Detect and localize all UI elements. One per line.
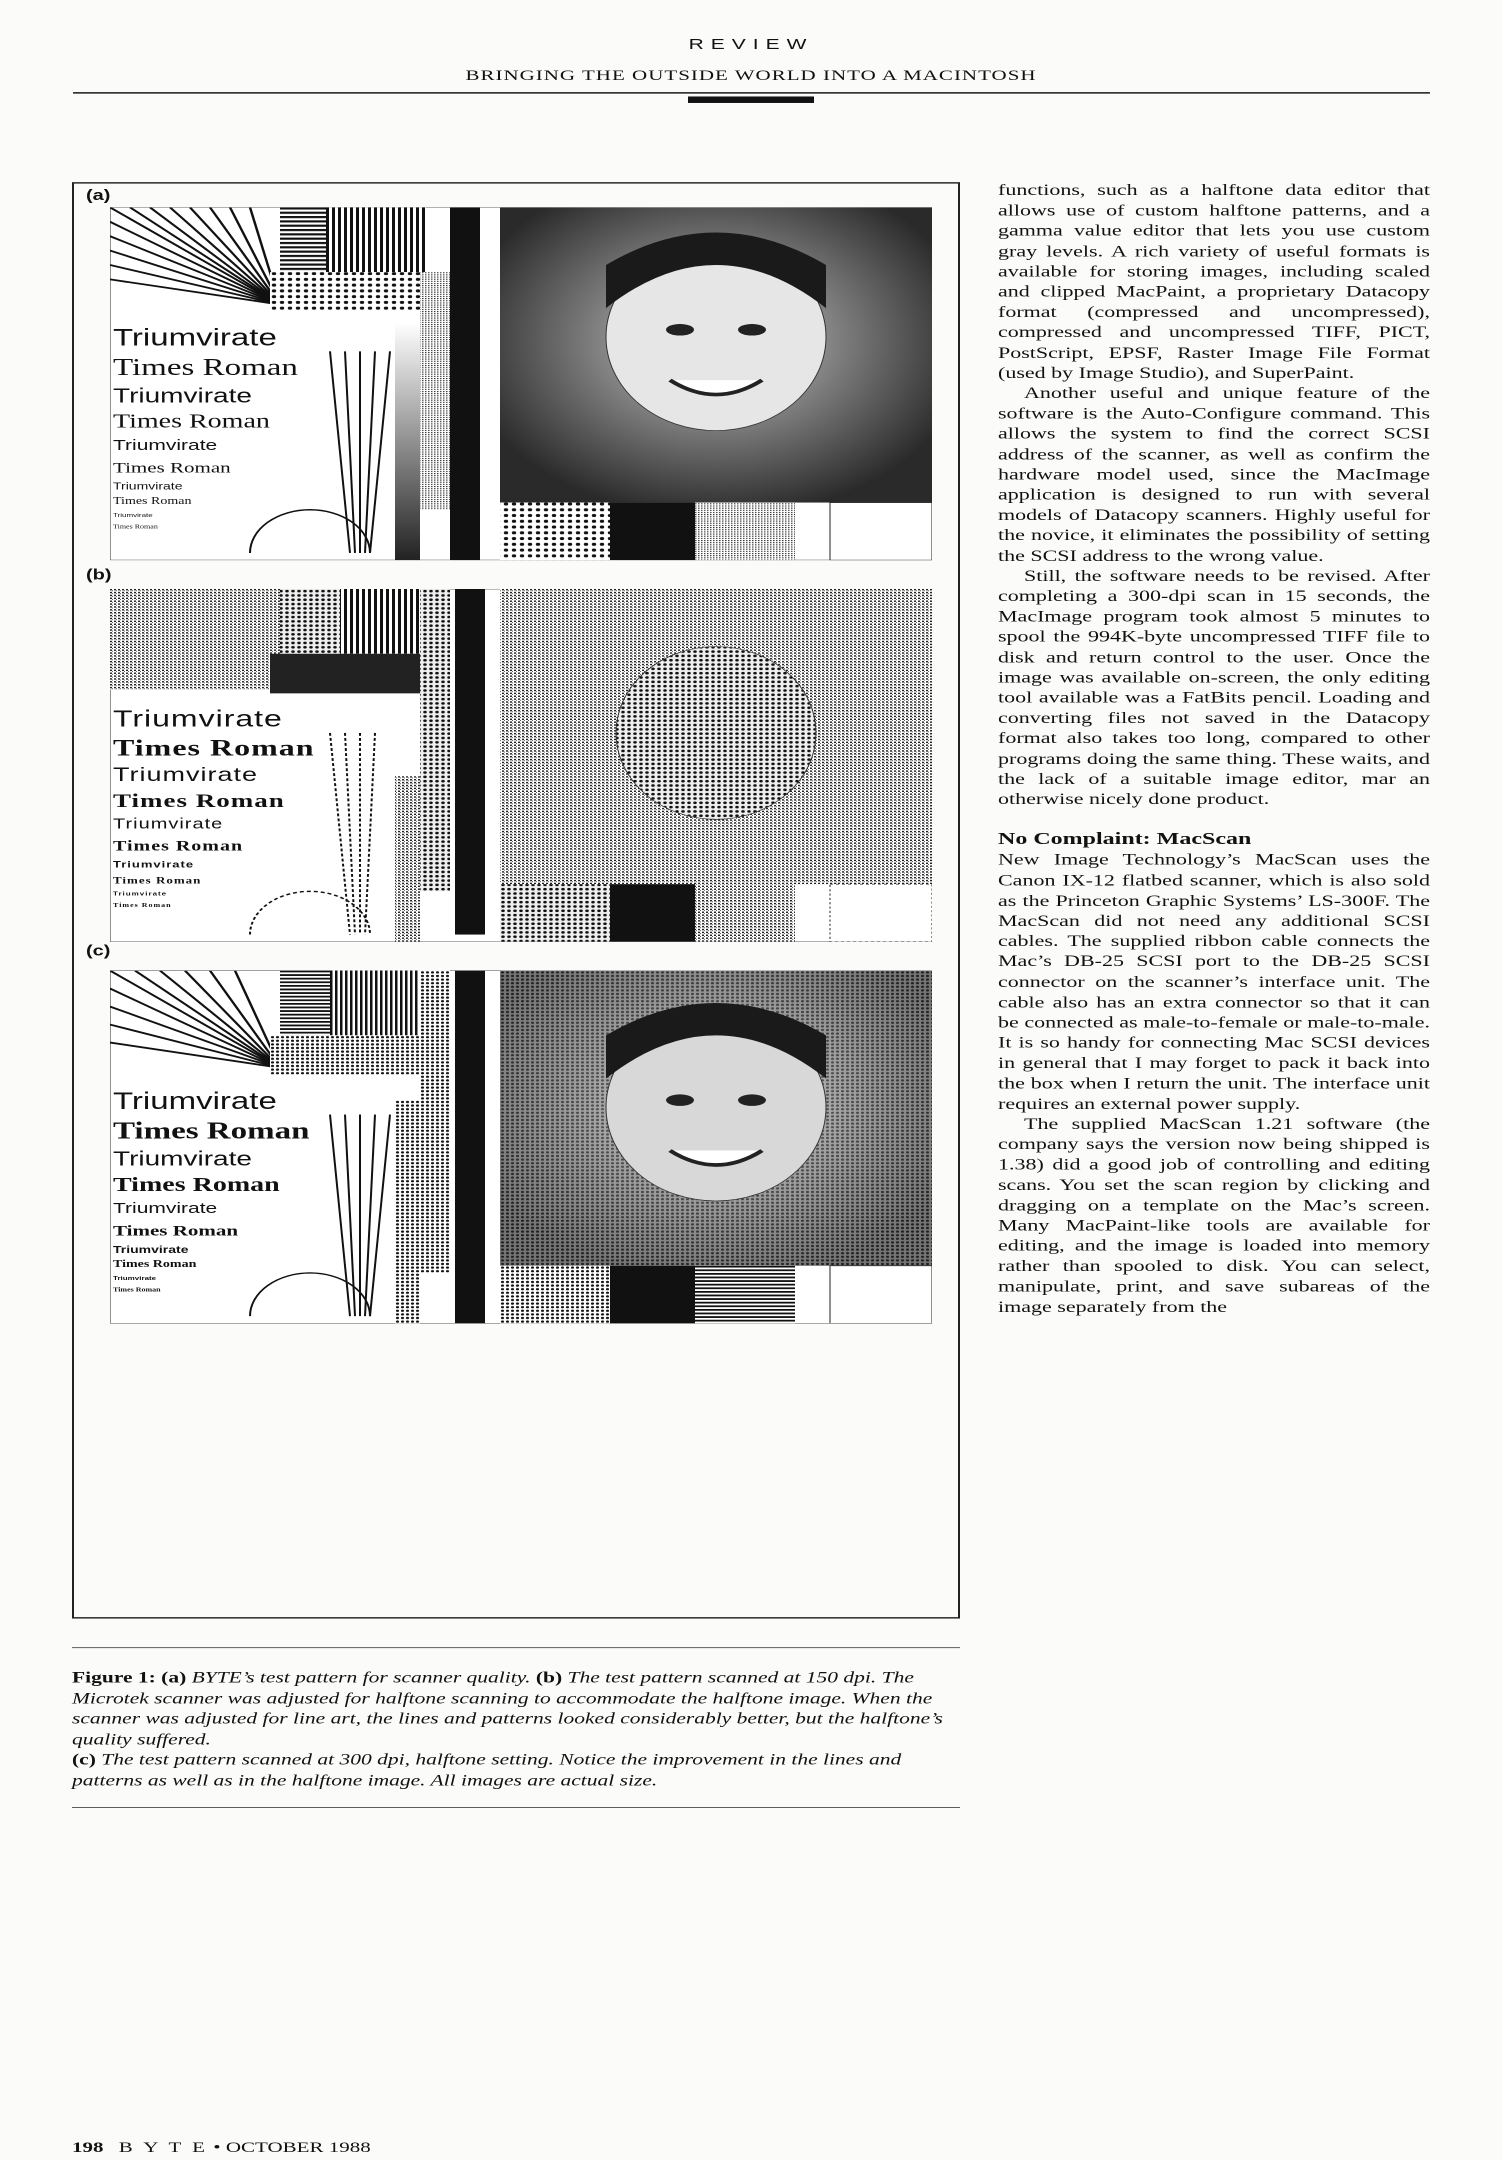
paragraph: The supplied MacScan 1.21 software (the company says the version now being shipped is 1.38) did a good job of controlling and editing scans. You set the scan region by clicking and dragging on a template on the Mac’s screen. Many MacPaint-like tools are available for editing, and the image is loaded into memory rather than spooled to disk. You can select, manipulate, print, and save subareas of the image separately from the — [998, 1114, 1430, 1316]
page-footer — [72, 2138, 371, 2156]
issue-date: OCTOBER 1988 — [225, 2138, 371, 2156]
type-sample: Triumvirate — [113, 763, 259, 786]
caption-rule — [72, 1647, 960, 1648]
type-sample: Times Roman — [113, 1259, 197, 1271]
type-sample: Triumvirate — [113, 511, 153, 519]
magazine-name: B Y T E — [118, 2138, 209, 2156]
type-sample: Triumvirate — [113, 705, 283, 732]
caption-c-text: The test pattern scanned at 300 dpi, halftone setting. Notice the improvement in the lines and patterns as well as in the halftone image. All images are actual size. — [72, 1751, 902, 1789]
type-sample: Triumvirate — [113, 324, 277, 351]
header-rule — [73, 92, 1430, 93]
type-sample: Triumvirate — [113, 1087, 277, 1114]
section-heading: No Complaint: MacScan — [998, 829, 1252, 849]
type-sample: Times Roman — [113, 902, 172, 909]
panel-b-type-samples — [113, 704, 315, 911]
type-sample: Times Roman — [113, 496, 192, 507]
type-sample: Times Roman — [113, 874, 202, 886]
type-sample: Times Roman — [113, 838, 244, 854]
type-sample: Times Roman — [113, 523, 158, 530]
type-sample: Times Roman — [113, 789, 285, 812]
type-sample: Times Roman — [113, 354, 298, 381]
paragraph-gap — [998, 809, 1430, 828]
figure-caption — [72, 1668, 960, 1791]
type-sample: Triumvirate — [113, 437, 218, 454]
panel-b-label: (b) — [86, 567, 112, 584]
panel-a-label: (a) — [86, 187, 111, 204]
type-sample: Times Roman — [113, 458, 231, 476]
caption-c-label: (c) — [72, 1751, 96, 1769]
paragraph: functions, such as a halftone data editor that allows use of custom halftone patterns, and a gamma value editor that lets you use custom gray levels. A rich variety of useful formats is available for storing images, including scaled and clipped MacPaint, a proprietary Datacopy format (compressed and uncompressed), compressed and uncompressed TIFF, PICT, PostScript, EPSF, Raster Image File Format (used by Image Studio), and SuperPaint. — [998, 180, 1430, 382]
type-sample: Triumvirate — [113, 858, 195, 870]
section-label: REVIEW — [688, 36, 814, 53]
caption-b-label: (b) — [535, 1668, 563, 1687]
type-sample: Triumvirate — [113, 890, 168, 898]
type-sample: Times Roman — [113, 410, 270, 433]
type-sample: Triumvirate — [113, 384, 252, 407]
type-sample: Triumvirate — [113, 1243, 189, 1255]
type-sample: Times Roman — [113, 1286, 161, 1294]
paragraph: Still, the software needs to be revised. After completing a 300-dpi scan in 15 seconds, the MacImage program took almost 5 minutes to spool the 994K-byte uncompressed TIFF file to disk and return control to the user. Once the image was available on-screen, the only editing tool available was a FatBits pencil. Loading and converting files not saved in the Datacopy format also takes too long, compared to other programs doing the same thing. These waits, and the lack of a suitable image editor, mar an otherwise nicely done product. — [998, 566, 1430, 808]
paragraph: New Image Technology’s MacScan uses the Canon IX-12 flatbed scanner, which is also sold as the Princeton Graphic Systems’ LS-300F. The MacScan did not need any additional SCSI cables. The supplied ribbon cable connects the Mac’s DB-25 SCSI port to the DB-25 SCSI connector on the scanner’s interface unit. The cable also has an extra connector so that it can be connected as male-to-female or male-to-male. It is so handy for connecting Mac SCSI devices in general that I may forget to pack it back into the box when I return the unit. The interface unit requires an external power supply. — [998, 850, 1430, 1113]
type-sample: Triumvirate — [113, 816, 224, 833]
caption-bottom-rule — [72, 1807, 960, 1808]
type-sample: Triumvirate — [113, 1147, 252, 1170]
type-sample: Triumvirate — [113, 1275, 157, 1282]
footer-bullet: • — [213, 2138, 226, 2156]
panel-a-type-samples — [113, 323, 298, 533]
type-sample: Triumvirate — [113, 1200, 218, 1217]
type-sample: Times Roman — [113, 1221, 239, 1240]
type-sample: Times Roman — [113, 1173, 280, 1196]
caption-b-text: The test pattern scanned at 150 dpi. The Microtek scanner was adjusted for halftone scanning to accommodate the halftone image. When the scanner was adjusted for line art, the lines and patterns looked considerably better, but the halftone’s quality suffered. — [72, 1668, 943, 1748]
header-tab — [688, 96, 814, 102]
caption-fig-label: Figure 1: — [72, 1668, 156, 1687]
caption-a-text: BYTE’s test pattern for scanner quality. — [191, 1668, 531, 1687]
type-sample: Times Roman — [113, 734, 315, 761]
panel-c-type-samples — [113, 1086, 310, 1296]
type-sample: Triumvirate — [113, 480, 183, 492]
page-number: 198 — [72, 2138, 104, 2156]
panel-c-label: (c) — [86, 943, 111, 960]
article-column — [998, 180, 1430, 1317]
paragraph: Another useful and unique feature of the software is the Auto-Configure command. This allows the system to find the correct SCSI address of the scanner, as well as confirm the hardware model used, since the MacImage application is designed to run with several models of Datacopy scanners. Highly useful for the novice, it eliminates the possibility of setting the SCSI address to the wrong value. — [998, 383, 1430, 565]
running-title: BRINGING THE OUTSIDE WORLD INTO A MACINTOSH — [465, 66, 1037, 84]
type-sample: Times Roman — [113, 1118, 310, 1145]
caption-a-label: (a) — [161, 1668, 187, 1687]
